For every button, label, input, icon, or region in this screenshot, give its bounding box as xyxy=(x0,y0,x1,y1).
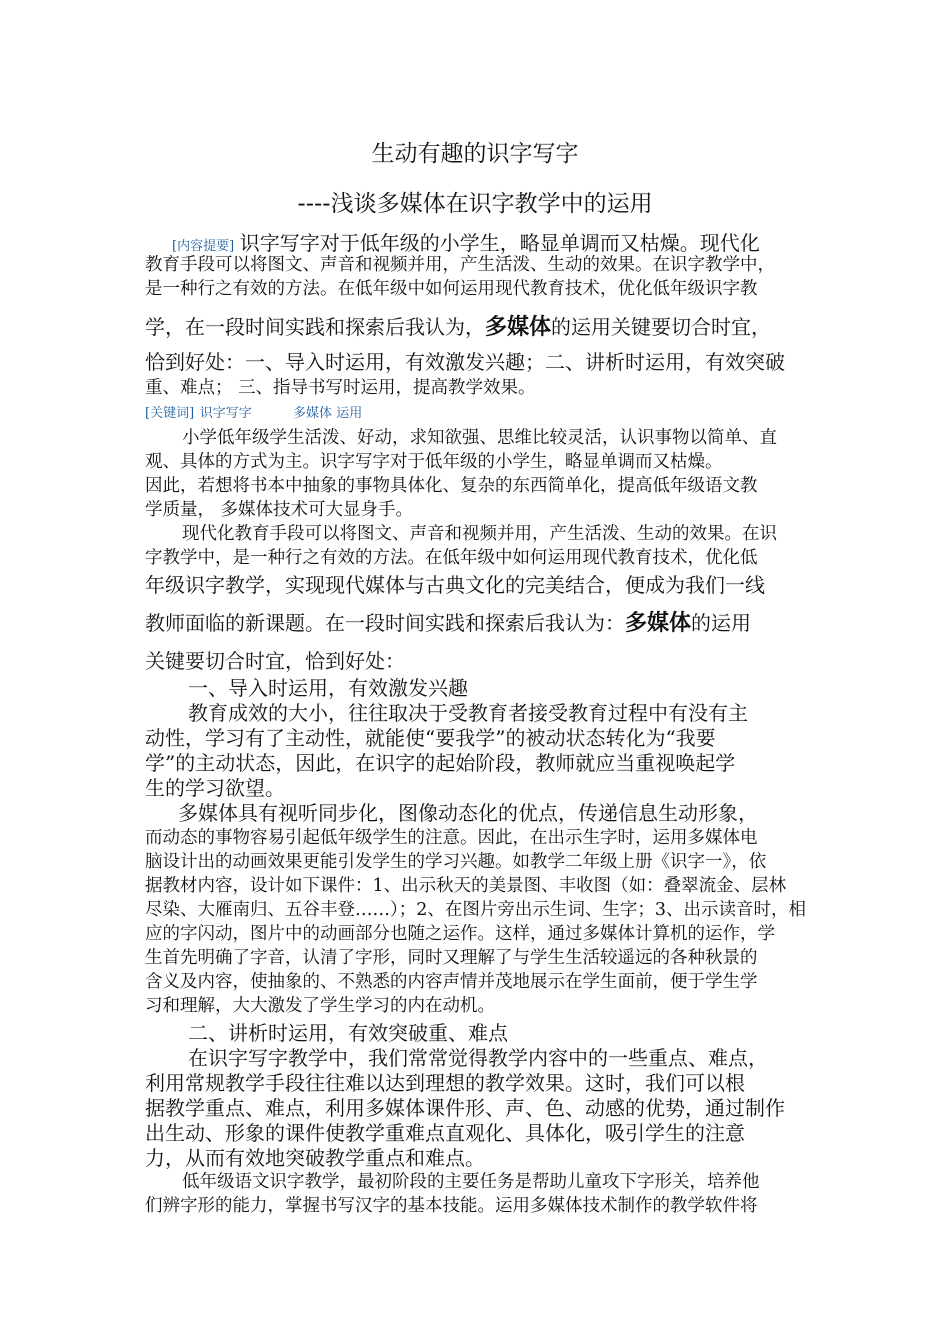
abstract-text: 的运用关键要切合时宜， xyxy=(551,315,772,339)
abstract-text: 识字写字对于低年级的小学生，略显单调而又枯燥。现代化 xyxy=(239,231,760,255)
keywords-line xyxy=(145,401,362,425)
paragraph-line xyxy=(145,610,751,637)
page-subtitle: ----浅谈多媒体在识字教学中的运用 xyxy=(297,191,653,217)
paragraph-line: 而动态的事物容易引起低年级学生的注意。因此，在出示生字时，运用多媒体电 xyxy=(145,828,758,848)
paragraph-line: 学”的主动状态，因此，在识字的起始阶段，教师就应当重视唤起学 xyxy=(145,751,736,775)
paragraph-line: 低年级语文识字教学，最初阶段的主要任务是帮助儿童攻下字形关，培养他 xyxy=(182,1172,760,1192)
paragraph-line: 含义及内容，使抽象的、不熟悉的内容声情并茂地展示在学生面前，便于学生学 xyxy=(145,972,758,992)
paragraph-line: 在识字写字教学中，我们常常觉得教学内容中的一些重点、难点， xyxy=(188,1046,768,1070)
emphasis-text: 多媒体 xyxy=(625,611,692,636)
paragraph-line: 应的字闪动，图片中的动画部分也随之运作。这样，通过多媒体计算机的运作，学 xyxy=(145,924,775,944)
paragraph-line: 因此，若想将书本中抽象的事物具体化、复杂的东西简单化，提高低年级语文教 xyxy=(145,476,758,496)
paragraph-line: 观、具体的方式为主。识字写字对于低年级的小学生，略显单调而又枯燥。 xyxy=(145,452,723,472)
paragraph-line: 生的学习欲望。 xyxy=(145,776,285,800)
paragraph-line: 脑设计出的动画效果更能引发学生的学习兴趣。如教学二年级上册《识字一》，依 xyxy=(145,852,767,872)
emphasis-text: 多媒体 xyxy=(485,315,552,340)
paragraph-line: 现代化教育手段可以将图文、声音和视频并用，产生活泼、生动的效果。在识 xyxy=(182,524,777,544)
paragraph-text: 教师面临的新课题。在一段时间实践和探索后我认为： xyxy=(145,611,625,635)
paragraph-line: 动性，学习有了主动性，就能使“要我学”的被动状态转化为“我要 xyxy=(145,726,716,750)
paragraph-line: 据教材内容，设计如下课件：1、出示秋天的美景图、丰收图（如：叠翠流金、层林 xyxy=(145,876,787,896)
page-title: 生动有趣的识字写字 xyxy=(371,141,579,167)
section-heading: 二、讲析时运用，有效突破重、难点 xyxy=(188,1021,508,1045)
paragraph-text: 的运用 xyxy=(691,611,752,635)
paragraph-line: 生首先明确了字音，认清了字形，同时又理解了与学生生活较遥远的各种秋景的 xyxy=(145,948,758,968)
paragraph-line: 多媒体具有视听同步化，图像动态化的优点，传递信息生动形象， xyxy=(178,801,758,825)
abstract-line: 教育手段可以将图文、声音和视频并用，产生活泼、生动的效果。在识字教学中， xyxy=(145,255,775,275)
keywords-text: 识字写字 多媒体 运用 xyxy=(199,406,363,421)
abstract-tag: [内容提要] xyxy=(172,239,235,254)
paragraph-line: 年级识字教学，实现现代媒体与古典文化的完美结合，便成为我们一线 xyxy=(145,573,765,597)
abstract-text: 学，在一段时间实践和探索后我认为， xyxy=(145,315,485,339)
keywords-tag: [关键词] xyxy=(145,406,195,421)
paragraph-line: 们辨字形的能力，掌握书写汉字的基本技能。运用多媒体技术制作的教学软件将 xyxy=(145,1196,758,1216)
abstract-line: 是一种行之有效的方法。在低年级中如何运用现代教育技术，优化低年级识字教 xyxy=(145,279,758,299)
abstract-line: 恰到好处：一、导入时运用，有效激发兴趣；二、讲析时运用，有效突破 xyxy=(145,350,785,374)
paragraph-line: 小学低年级学生活泼、好动，求知欲强、思维比较灵活，认识事物以简单、直 xyxy=(182,428,777,448)
paragraph-line: 力，从而有效地突破教学重点和难点。 xyxy=(145,1146,485,1170)
paragraph-line: 关键要切合时宜，恰到好处： xyxy=(145,649,405,673)
paragraph-line: 学质量， 多媒体技术可大显身手。 xyxy=(145,500,414,520)
paragraph-line: 习和理解，大大激发了学生学习的内在动机。 xyxy=(145,996,495,1016)
paragraph-line: 利用常规教学手段往往难以达到理想的教学效果。这时，我们可以根 xyxy=(145,1071,745,1095)
paragraph-line: 出生动、形象的课件使教学重难点直观化、具体化，吸引学生的注意 xyxy=(145,1121,745,1145)
paragraph-line: 尽染、大雁南归、五谷丰登……）；2、在图片旁出示生词、生字；3、出示读音时，相 xyxy=(145,900,807,920)
abstract-line: 重、难点； 三、指导书写时运用，提高教学效果。 xyxy=(145,378,536,398)
paragraph-line: 据教学重点、难点，利用多媒体课件形、声、色、动感的优势，通过制作 xyxy=(145,1096,785,1120)
section-heading: 一、导入时运用，有效激发兴趣 xyxy=(188,676,468,700)
abstract-line xyxy=(145,314,771,341)
paragraph-line: 字教学中，是一种行之有效的方法。在低年级中如何运用现代教育技术，优化低 xyxy=(145,548,758,568)
paragraph-line: 教育成效的大小，往往取决于受教育者接受教育过程中有没有主 xyxy=(188,701,748,725)
